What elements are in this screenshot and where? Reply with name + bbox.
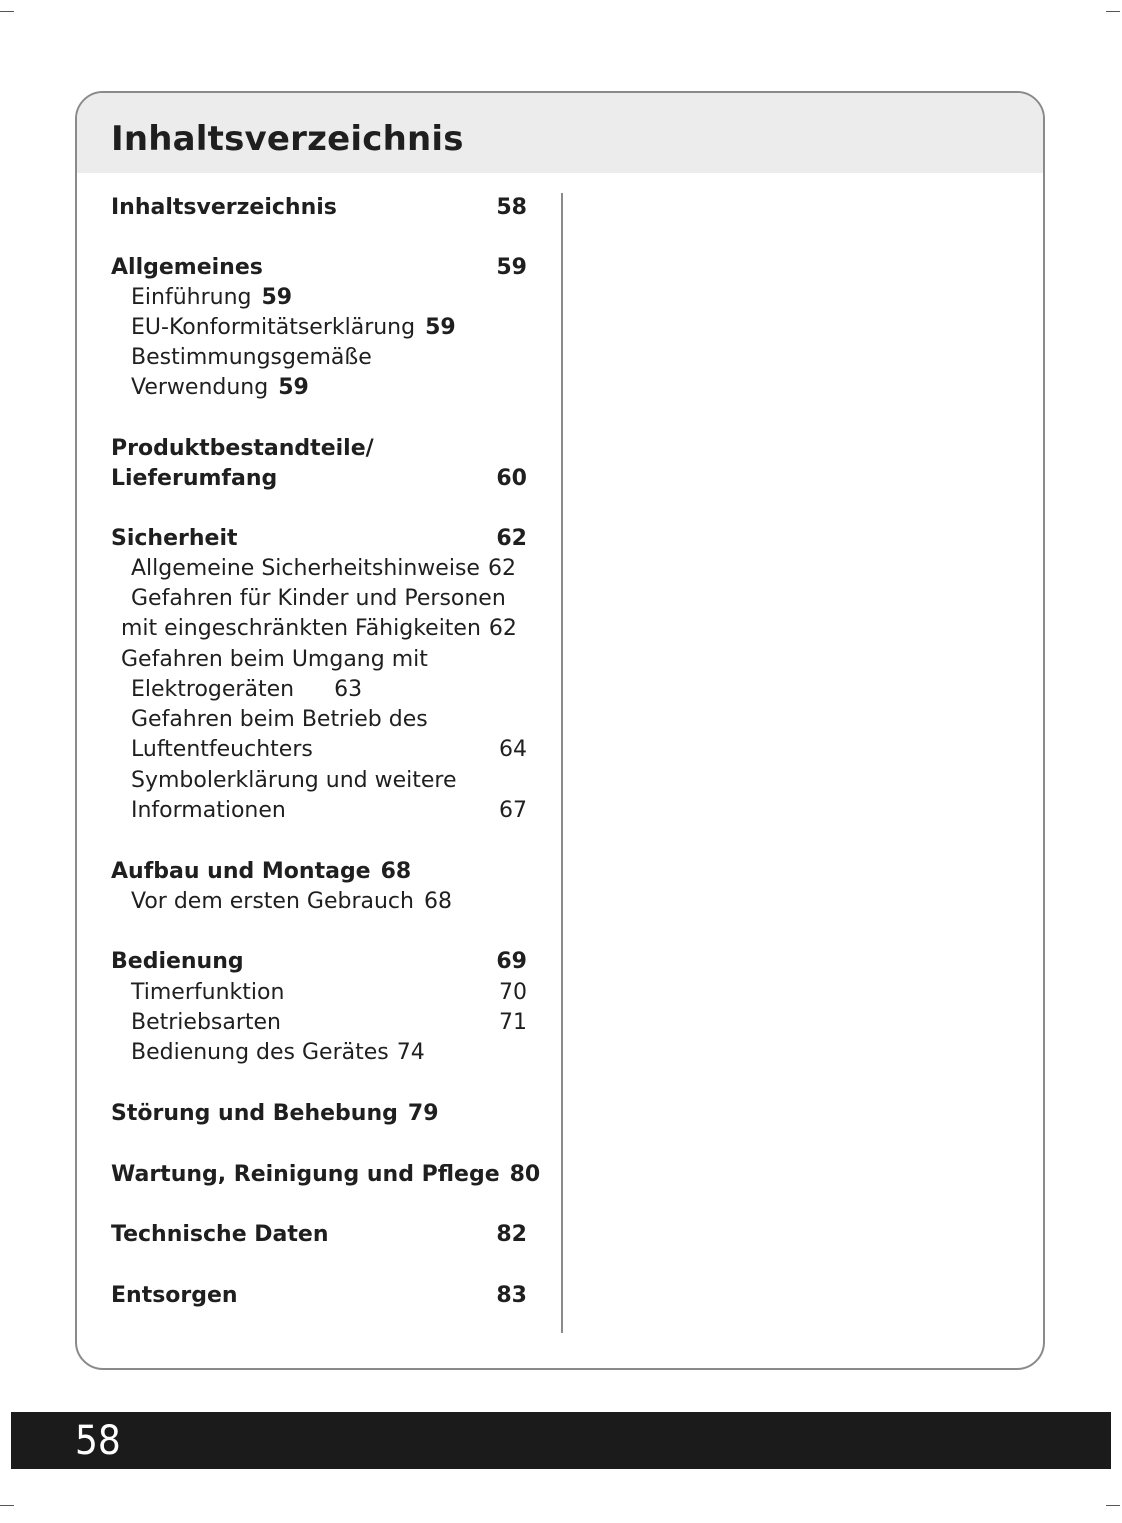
toc-page: 70	[499, 980, 527, 1005]
toc-entry-entsorgen[interactable]	[111, 1281, 238, 1311]
crop-mark	[0, 1505, 14, 1506]
crop-mark	[0, 11, 14, 12]
toc-entry-wartung[interactable]	[111, 1160, 540, 1190]
toc-label: Bedienung des Gerätes	[131, 1040, 389, 1065]
toc-label: Störung und Behebung	[111, 1101, 398, 1126]
toc-page: 71	[499, 1010, 527, 1035]
toc-label: Betriebsarten	[131, 1010, 282, 1035]
toc-label: Bedienung	[111, 949, 244, 974]
toc-label: Aufbau und Montage	[111, 859, 371, 884]
toc-entry-inhaltsverzeichnis[interactable]	[111, 193, 337, 223]
toc-label: Einführung	[131, 285, 252, 310]
toc-page: 62	[488, 616, 517, 641]
toc-subentry-bestimmung[interactable]	[131, 343, 372, 373]
toc-subentry-einfuehrung[interactable]	[131, 283, 292, 313]
toc-label: Wartung, Reinigung und Pflege	[111, 1162, 500, 1187]
crop-mark	[1106, 11, 1120, 12]
toc-subentry-bestimmung-cont[interactable]	[131, 373, 309, 403]
toc-page: 79	[407, 1101, 439, 1126]
toc-label: Timerfunktion	[131, 980, 285, 1005]
panel-header	[77, 93, 1043, 173]
toc-page: 59	[425, 315, 456, 340]
page-title: Inhaltsverzeichnis	[111, 119, 464, 159]
toc-label: Symbolerklärung und weitere	[131, 768, 457, 793]
toc-subentry-umgang-cont[interactable]	[131, 675, 362, 705]
toc-page: 83	[496, 1283, 527, 1308]
toc-label: Luftentfeuchters	[131, 737, 313, 762]
toc-subentry-betrieb[interactable]	[131, 705, 428, 735]
toc-entry-produkt-cont[interactable]	[111, 464, 277, 494]
toc-label: Sicherheit	[111, 526, 238, 551]
toc-label: Informationen	[131, 798, 286, 823]
column-divider	[561, 193, 563, 1333]
toc-page: 64	[499, 737, 527, 762]
toc-subentry-allgemeine-hinweise[interactable]	[131, 554, 516, 584]
toc-label: Gefahren für Kinder und Personen	[131, 586, 506, 611]
toc-subentry-symbol-cont[interactable]	[131, 796, 286, 826]
toc-entry-bedienung[interactable]	[111, 947, 244, 977]
toc-entry-aufbau[interactable]	[111, 857, 411, 887]
toc-page: 82	[496, 1222, 527, 1247]
crop-mark	[1106, 1505, 1120, 1506]
toc-subentry-timer[interactable]	[131, 978, 284, 1008]
toc-subentry-umgang[interactable]	[121, 645, 428, 675]
toc-label: Inhaltsverzeichnis	[111, 195, 337, 220]
toc-subentry-symbol[interactable]	[131, 766, 457, 796]
toc-subentry-betriebsarten[interactable]	[131, 1008, 281, 1038]
toc-page: 58	[496, 195, 527, 220]
toc-label: EU-Konformitätserklärung	[131, 315, 416, 340]
toc-subentry-vor-gebrauch[interactable]	[131, 887, 452, 917]
toc-label: Produktbestandteile/	[111, 436, 374, 461]
toc-label: Gefahren beim Betrieb des	[131, 707, 428, 732]
toc-subentry-bedienung-geraet[interactable]	[131, 1038, 425, 1068]
toc-entry-produkt[interactable]	[111, 434, 374, 464]
toc-label: Elektrogeräten	[131, 677, 295, 702]
toc-label: Allgemeines	[111, 255, 263, 280]
footer-bar	[11, 1412, 1111, 1469]
toc-panel	[75, 91, 1045, 1370]
toc-label: Allgemeine Sicherheitshinweise	[131, 556, 480, 581]
toc-page: 67	[499, 798, 527, 823]
toc-label: Lieferumfang	[111, 466, 278, 491]
toc-page: 59	[261, 285, 293, 310]
toc-subentry-kinder[interactable]	[131, 584, 506, 614]
toc-page: 62	[487, 556, 516, 581]
toc-entry-technische-daten[interactable]	[111, 1220, 329, 1250]
toc-label: Technische Daten	[111, 1222, 329, 1247]
page-number: 58	[75, 1418, 121, 1464]
toc-page: 60	[496, 466, 527, 491]
toc-entry-stoerung[interactable]	[111, 1099, 439, 1129]
toc-subentry-eu-konformitaet[interactable]	[131, 313, 456, 343]
toc-page: 59	[278, 375, 309, 400]
toc-label: Bestimmungsgemäße	[131, 345, 372, 370]
toc-entry-sicherheit[interactable]	[111, 524, 238, 554]
toc-label: Verwendung	[131, 375, 269, 400]
toc-page: 69	[496, 949, 527, 974]
toc-label: Vor dem ersten Gebrauch	[131, 889, 414, 914]
toc-entry-allgemeines[interactable]	[111, 253, 263, 283]
toc-page: 68	[380, 859, 412, 884]
toc-page: 59	[496, 255, 527, 280]
toc-page: 74	[396, 1040, 425, 1065]
toc-label: Gefahren beim Umgang mit	[121, 647, 428, 672]
toc-page: 68	[423, 889, 452, 914]
toc-page: 80	[509, 1162, 541, 1187]
toc-page: 63	[334, 677, 363, 702]
toc-subentry-kinder-cont[interactable]	[121, 614, 517, 644]
toc-label: Entsorgen	[111, 1283, 238, 1308]
toc-label: mit eingeschränkten Fähigkeiten	[121, 616, 481, 641]
toc-subentry-betrieb-cont[interactable]	[131, 735, 313, 765]
toc-page: 62	[496, 526, 527, 551]
